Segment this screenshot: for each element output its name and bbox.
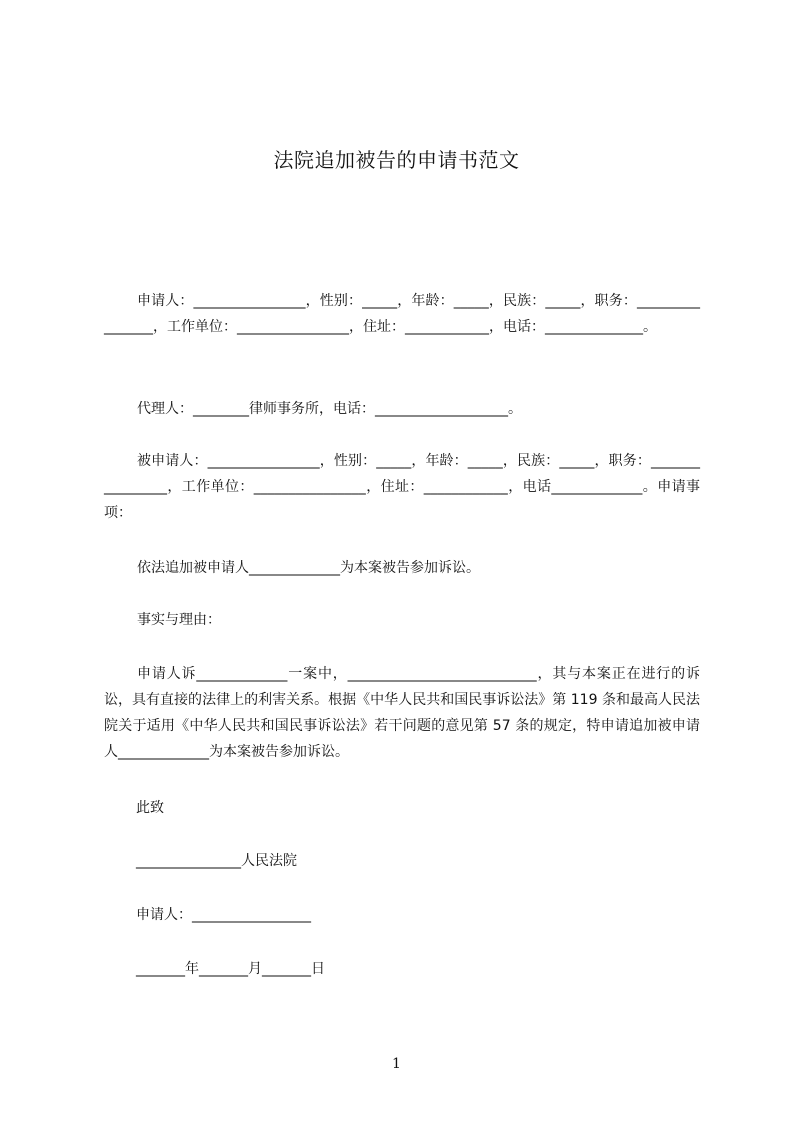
facts-paragraph: 申请人诉_____________一案中，___________________________，其与本案正在进行的诉讼，具有直接的法律上的利害关系。根据《中华人民共和国民事诉讼法》第 119 条和最高人民法院关于适用《中华人民共和国民事诉讼法》若干问题的意见第 57 条的规定，特申请追加被申请人_____________为本案被告参加诉讼。 xyxy=(104,666,700,760)
closing-salutation: 此致 xyxy=(136,800,164,816)
signature-line: 申请人：_________________ xyxy=(136,907,311,923)
respondent-paragraph: 被申请人：________________，性别：_____，年龄：_____，民族：_____，职务：________________，工作单位：________________，住址：____________，电话_____________。申请事项： xyxy=(104,453,700,521)
date-line: _______年_______月_______日 xyxy=(136,961,325,977)
page-number: 1 xyxy=(392,1056,401,1072)
agent-paragraph: 代理人：________律师事务所，电话：___________________。 xyxy=(137,401,522,417)
request-paragraph: 依法追加被申请人_____________为本案被告参加诉讼。 xyxy=(137,560,480,576)
applicant-paragraph: 申请人：________________，性别：_____，年龄：_____，民族：_____，职务：________________，工作单位：________________，住址：____________，电话：______________。 xyxy=(104,293,700,335)
facts-heading: 事实与理由： xyxy=(137,612,221,628)
court-line: _______________人民法院 xyxy=(136,853,297,869)
document-title: 法院追加被告的申请书范文 xyxy=(273,148,520,172)
